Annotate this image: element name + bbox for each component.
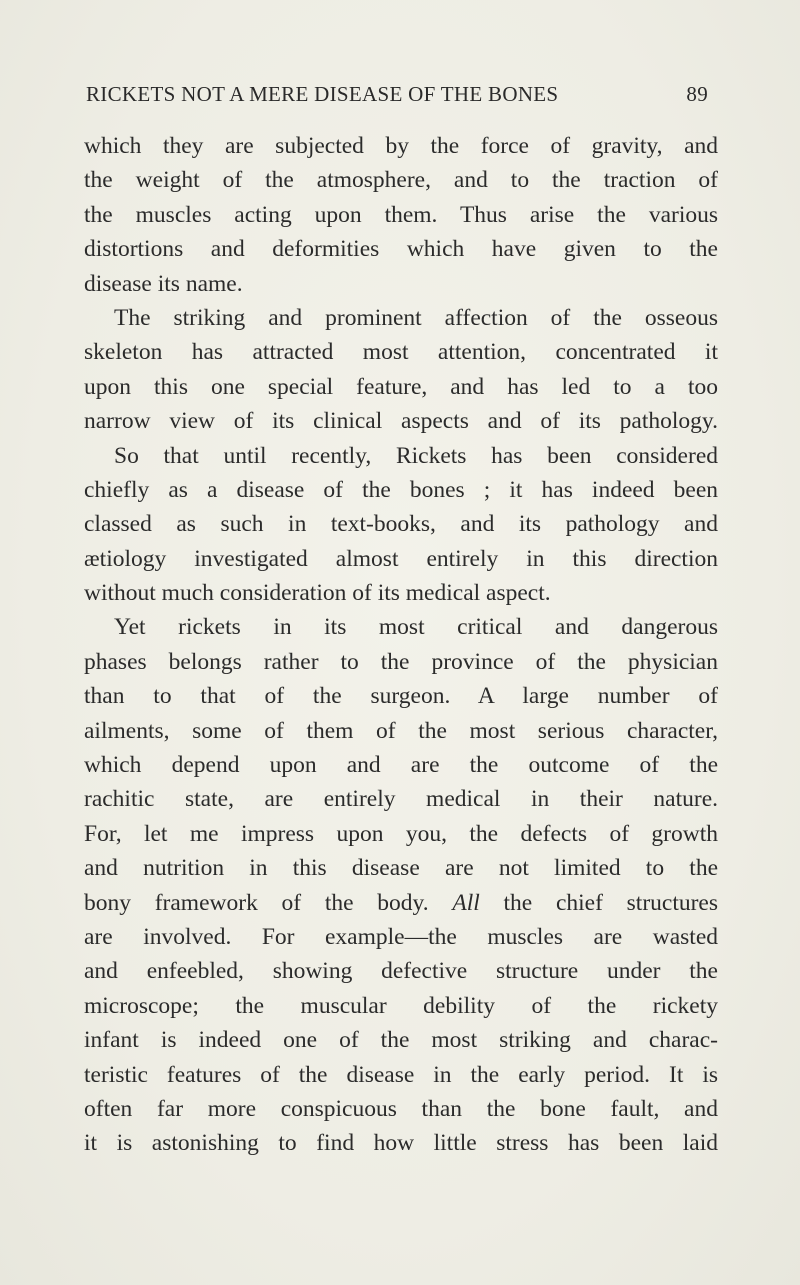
text-segment: bony framework of the body. [84,889,429,916]
text-line: the weight of the atmosphere, and to the traction of [84,167,718,194]
text-line: and enfeebled, showing defective structure under the [84,958,718,985]
page-number: 89 [686,82,708,106]
text-line: and nutrition in this disease are not limited to the [84,855,718,882]
text-line: The striking and prominent affection of the osseous [114,304,718,331]
text-line: disease its name. [84,270,243,297]
text-line: So that until recently, Rickets has been considered [114,442,718,469]
text-line: which they are subjected by the force of gravity, and [84,133,718,159]
text-segment: the chief structures [503,889,719,916]
text-line: teristic features of the disease in the early period. It is [84,1061,718,1088]
page-header [86,76,708,112]
text-line: than to that of the surgeon. A large number of [84,683,718,710]
text-line: narrow view of its clinical aspects and of its pathology. [84,408,718,435]
text-line-with-italic [84,886,718,920]
text-line: it is astonishing to find how little stress has been laid [84,1130,718,1157]
text-line: distortions and deformities which have given to the [84,236,718,263]
text-line: infant is indeed one of the most striking and charac- [84,1027,718,1054]
text-line: chiefly as a disease of the bones ; it has indeed been [84,476,718,503]
text-line: the muscles acting upon them. Thus arise the various [84,201,718,228]
text-line: without much consideration of its medical aspect. [84,580,551,607]
italic-emphasis: All [452,889,480,916]
body-text [84,129,718,1161]
text-line: Yet rickets in its most critical and dangerous [114,614,718,641]
text-line: rachitic state, are entirely medical in their nature. [84,786,718,813]
text-line: are involved. For example—the muscles are wasted [84,923,718,950]
text-line: often far more conspicuous than the bone fault, and [84,1095,718,1122]
text-line: ailments, some of them of the most serious character, [84,717,718,744]
text-line: which depend upon and are the outcome of the [84,752,718,779]
text-line: ætiology investigated almost entirely in this direction [84,545,718,572]
text-line: upon this one special feature, and has led to a too [84,373,718,400]
text-line: classed as such in text-books, and its pathology and [84,511,718,538]
text-line: phases belongs rather to the province of the physician [84,648,718,675]
text-line: microscope; the muscular debility of the rickety [84,992,718,1019]
running-title: RICKETS NOT A MERE DISEASE OF THE BONES [86,82,559,106]
text-line: skeleton has attracted most attention, concentrated it [84,339,718,366]
text-line: For, let me impress upon you, the defects of growth [84,820,718,847]
